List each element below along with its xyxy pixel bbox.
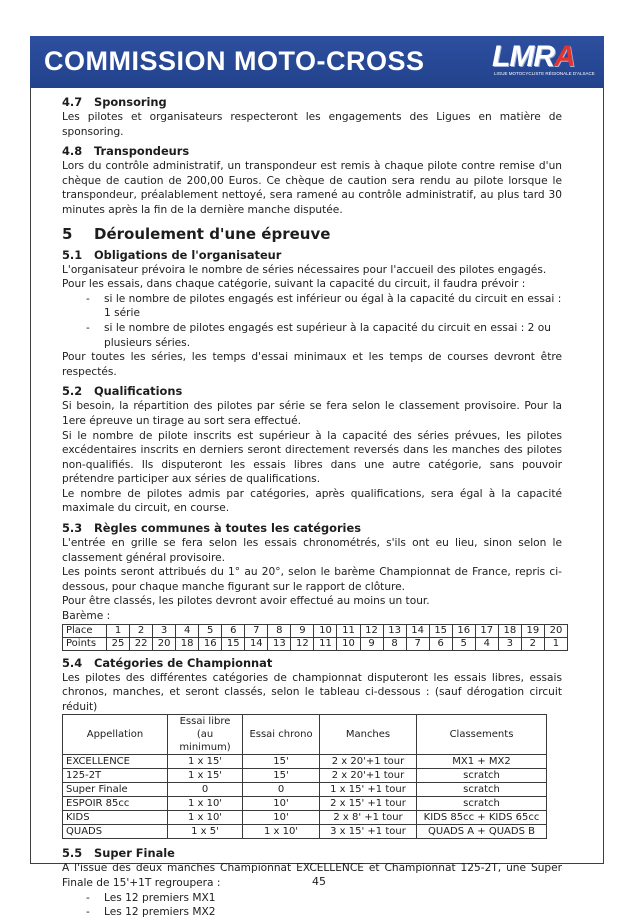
table-cell: MX1 + MX2 [417, 755, 547, 769]
section-5-5-p1: A l'issue des deux manches Championnat EXCELLENCE et Championnat 125-2T, une Super Finale de 15'+1T regroupera : [62, 862, 562, 889]
section-4-8-heading: 4.8 Transpondeurs [62, 144, 190, 159]
table-cell: QUADS [63, 825, 168, 839]
table-cell: 1 x 15' [168, 755, 243, 769]
table-cell: 4 [475, 637, 498, 650]
table-cell: 8 [268, 624, 291, 637]
table-cell: 4 [176, 624, 199, 637]
table-row [63, 811, 547, 825]
table-cell: 3 [498, 637, 521, 650]
section-5-1-heading: 5.1 Obligations de l'organisateur [62, 247, 282, 262]
table-cell: 1 [544, 637, 567, 650]
table-cell: 6 [222, 624, 245, 637]
section-5-3-p1: L'entrée en grille se fera selon les essais chronométrés, s'ils ont eu lieu, sinon selon le classement général provisoire. [62, 537, 562, 564]
logo-subtitle: LIGUE MOTOCYCLISTE RÉGIONALE D'ALSACE [494, 71, 595, 76]
list-item: - si le nombre de pilotes engagés est supérieur à la capacité du circuit en essai : 2 ou plusieurs séries. [86, 321, 551, 349]
table-cell: 18 [498, 624, 521, 637]
table-cell: 20 [153, 637, 176, 650]
table-cell: 11 [314, 637, 337, 650]
table-cell: 2 x 15' +1 tour [320, 797, 417, 811]
section-5-heading: 5 Déroulement d'une épreuve [62, 224, 331, 243]
table-row [63, 797, 547, 811]
table-header: Essai chrono [243, 715, 320, 755]
section-5-3-p3: Pour être classés, les pilotes devront avoir effectué au moins un tour. [62, 595, 430, 608]
table-cell: 7 [245, 624, 268, 637]
table-cell: 6 [429, 637, 452, 650]
table-cell: 18 [176, 637, 199, 650]
table-cell: QUADS A + QUADS B [417, 825, 547, 839]
content-flow [62, 95, 562, 920]
table-cell: 9 [291, 624, 314, 637]
table-row [63, 783, 547, 797]
table-row [63, 825, 547, 839]
table-cell: 15' [243, 769, 320, 783]
list-item: - Les 12 premiers MX2 [86, 906, 216, 919]
section-5-2-heading: 5.2 Qualifications [62, 384, 183, 399]
table-cell: EXCELLENCE [63, 755, 168, 769]
table-cell: 3 [153, 624, 176, 637]
table-header: Appellation [63, 715, 168, 755]
table-header: Manches [320, 715, 417, 755]
table-cell: 0 [168, 783, 243, 797]
table-cell: 1 [107, 624, 130, 637]
table-cell: 13 [383, 624, 406, 637]
table-cell: 16 [452, 624, 475, 637]
table-cell: 1 x 15' [168, 769, 243, 783]
table-header: Classements [417, 715, 547, 755]
table-cell: 2 x 8' +1 tour [320, 811, 417, 825]
table-cell: 2 x 20'+1 tour [320, 769, 417, 783]
table-cell: 12 [360, 624, 383, 637]
header-banner [30, 36, 604, 88]
table-cell: 19 [521, 624, 544, 637]
table-cell: 14 [406, 624, 429, 637]
table-cell: 3 x 15' +1 tour [320, 825, 417, 839]
section-4-7-heading: 4.7 Sponsoring [62, 95, 167, 109]
table-cell: 11 [337, 624, 360, 637]
table-cell: 25 [107, 637, 130, 650]
section-5-4-p1: Les pilotes des différentes catégories de championnat disputeront les essais libres, essais chronos, manches, et seront classés, selon le tableau ci-dessous : (sauf dérogation circuit réduit) [62, 671, 562, 713]
section-5-5-heading: 5.5 Super Finale [62, 846, 175, 861]
table-row [63, 755, 547, 769]
table-cell: 12 [291, 637, 314, 650]
table-cell: 1 x 10' [168, 797, 243, 811]
table-cell: 15 [429, 624, 452, 637]
table-cell: Points [63, 637, 107, 650]
table-header-row [63, 715, 547, 755]
page-number: 45 [312, 875, 326, 888]
table-cell: 10 [314, 624, 337, 637]
table-cell: 10' [243, 797, 320, 811]
list-item: - si le nombre de pilotes engagés est inférieur ou égal à la capacité du circuit en essai : 1 série [86, 292, 562, 320]
table-row [63, 637, 568, 650]
bareme-label: Barème : [62, 610, 111, 623]
table-cell: KIDS 85cc + KIDS 65cc [417, 811, 547, 825]
table-cell: 5 [199, 624, 222, 637]
table-cell: scratch [417, 797, 547, 811]
table-cell: 22 [130, 637, 153, 650]
section-5-1-p3: Pour toutes les séries, les temps d'essai minimaux et les temps de courses devront être respectés. [62, 351, 562, 378]
table-cell: 0 [243, 783, 320, 797]
section-5-3-heading: 5.3 Règles communes à toutes les catégories [62, 521, 361, 536]
table-cell: 9 [360, 637, 383, 650]
table-cell: KIDS [63, 811, 168, 825]
lmra-logo [488, 40, 595, 80]
table-cell: 17 [475, 624, 498, 637]
list-item: - Les 12 premiers MX1 [86, 891, 216, 904]
table-cell: 20 [544, 624, 567, 637]
table-cell: 16 [199, 637, 222, 650]
table-cell: 5 [452, 637, 475, 650]
table-cell: 1 x 10' [168, 811, 243, 825]
section-5-1-list [62, 292, 562, 350]
section-5-2-p1: Si besoin, la répartition des pilotes par série se fera selon le classement provisoire. Pour la 1ere épreuve un tirage au sort sera effectué. [62, 400, 562, 427]
table-row [63, 624, 568, 637]
table-cell: 10 [337, 637, 360, 650]
table-cell: 1 x 10' [243, 825, 320, 839]
table-cell: 15' [243, 755, 320, 769]
table-cell: scratch [417, 783, 547, 797]
table-header: Essai libre (au minimum) [168, 715, 243, 755]
section-5-3-p2: Les points seront attribués du 1° au 20°, selon le barème Championnat de France, repris ci-dessous, pour chaque manche figurant sur le rapport de clôture. [62, 566, 562, 593]
table-cell: 15 [222, 637, 245, 650]
banner-title: COMMISSION MOTO-CROSS [44, 46, 425, 76]
table-cell: 13 [268, 637, 291, 650]
table-cell: 2 [521, 637, 544, 650]
table-row [63, 769, 547, 783]
section-5-4-heading: 5.4 Catégories de Championnat [62, 655, 273, 670]
section-5-1-p1: L'organisateur prévoira le nombre de séries nécessaires pour l'accueil des pilotes engagés. [62, 263, 547, 276]
logo-text: LMRA [492, 40, 575, 73]
table-cell: 2 [130, 624, 153, 637]
table-cell: Place [63, 624, 107, 637]
table-cell: 2 x 20'+1 tour [320, 755, 417, 769]
table-cell: 8 [383, 637, 406, 650]
table-cell: 125-2T [63, 769, 168, 783]
table-cell: 7 [406, 637, 429, 650]
section-5-2-p2: Si le nombre de pilote inscrits est supérieur à la capacité des séries prévues, les pilotes excédentaires inscrits en derniers seront directement reversés dans les manches des pilotes non-qualifiés. Ils disputeront les essais libres dans une autre catégorie, sans pouvoir prétendre participer aux séries de qualifications. [62, 429, 562, 486]
table-cell: 10' [243, 811, 320, 825]
section-5-1-p2: Pour les essais, dans chaque catégorie, suivant la capacité du circuit, il faudra prévoir : [62, 278, 526, 291]
table-cell: Super Finale [63, 783, 168, 797]
section-5-5-list [62, 891, 562, 920]
table-cell: 14 [245, 637, 268, 650]
table-cell: scratch [417, 769, 547, 783]
bareme-table [62, 624, 568, 651]
section-4-8-text: Lors du contrôle administratif, un transpondeur est remis à chaque pilote contre remise d'un chèque de caution de 200,00 Euros. Ce chèque de caution sera rendu au pilote lorsque le transpondeur, préalablement nettoyé, sera ramené au contrôle administratif, au plus tard 30 minutes après la fin de la dernière manche disputée. [62, 160, 562, 216]
section-4-7-text: Les pilotes et organisateurs respecteront les engagements des Ligues en matière de sponsoring. [62, 111, 562, 138]
table-cell: ESPOIR 85cc [63, 797, 168, 811]
section-5-2-p3: Le nombre de pilotes admis par catégories, après qualifications, sera égal à la capacité maximale du circuit, en course. [62, 487, 562, 515]
table-cell: 1 x 5' [168, 825, 243, 839]
championship-table [62, 714, 547, 839]
table-cell: 1 x 15' +1 tour [320, 783, 417, 797]
